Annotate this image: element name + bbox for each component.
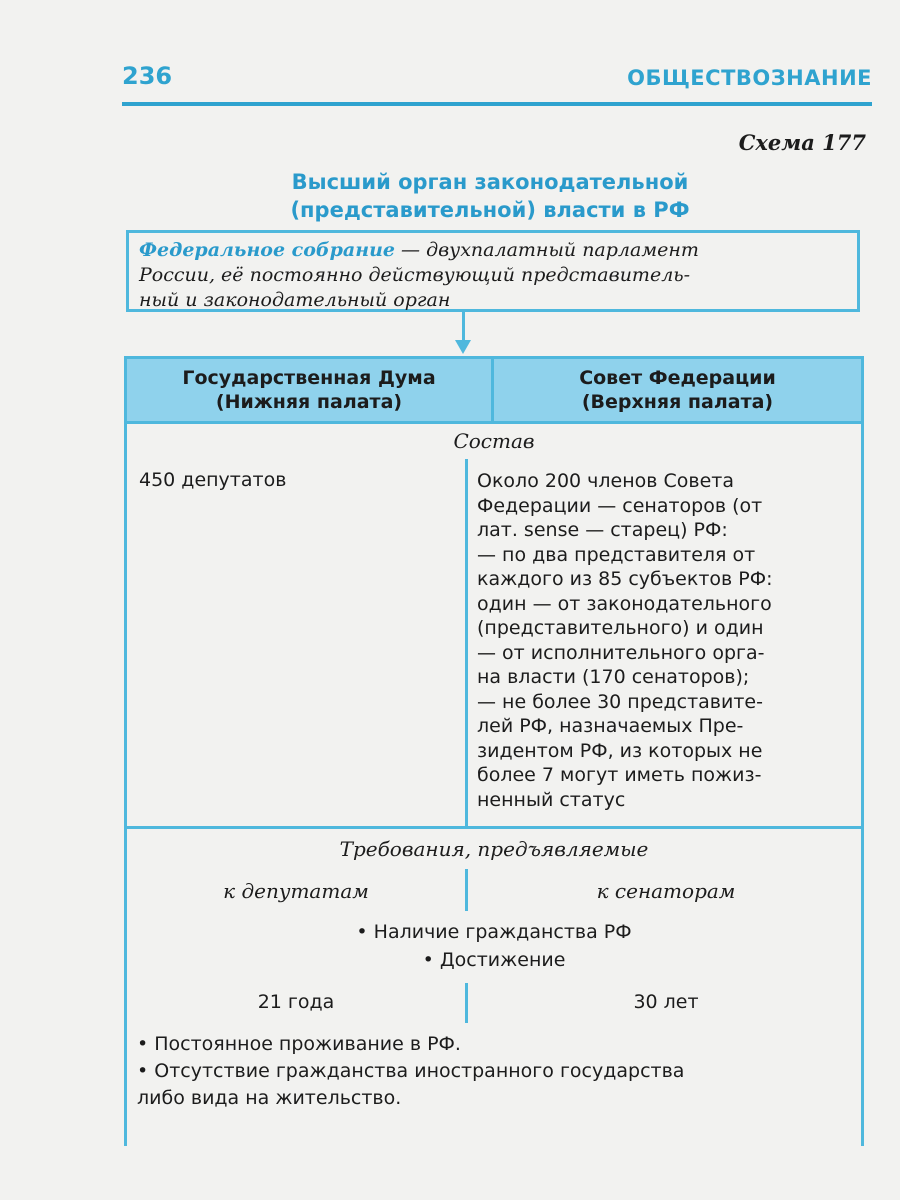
council-line: — по два представителя от	[477, 543, 756, 566]
duma-header	[127, 359, 494, 421]
council-line: (представительного) и один	[477, 617, 764, 639]
council-composition	[477, 469, 851, 812]
page-number: 236	[122, 62, 173, 90]
table-header-row	[127, 359, 861, 424]
common-requirement-age: • Достижение	[422, 949, 566, 971]
council-line: каждого из 85 субъектов РФ:	[477, 568, 773, 590]
definition-term: Федеральное собрание	[139, 239, 395, 261]
council-line: Федерации — сенаторов (от	[477, 494, 763, 517]
council-header-line-2: (Верхняя палата)	[581, 391, 774, 413]
council-line: более 7 могут иметь пожиз-	[477, 764, 762, 786]
definition-line-1	[139, 238, 847, 263]
council-line: — от исполнительного орга-	[477, 641, 765, 664]
definition-box	[126, 230, 860, 312]
header-rule	[122, 102, 872, 106]
requirements-label: Требования, предъявляемые	[339, 837, 649, 861]
definition-line-3: ный и законодательный орган	[139, 289, 451, 311]
requirement-residence: • Постоянное проживание в РФ.	[137, 1033, 461, 1055]
composition-label: Состав	[453, 429, 535, 453]
council-line: на власти (170 сенаторов);	[477, 666, 750, 688]
senators-subheader: к сенаторам	[596, 879, 736, 903]
requirement-no-foreign-citizenship-line-1: • Отсутствие гражданства иностранного государства	[137, 1060, 685, 1082]
scheme-title-line-2: (представительной) власти в РФ	[290, 198, 690, 222]
definition-line-2: России, её постоянно действующий представитель-	[139, 264, 691, 286]
duma-composition: 450 депутатов	[139, 469, 287, 491]
additional-requirements	[137, 1031, 851, 1112]
deputies-age: 21 года	[257, 991, 335, 1013]
chambers-table	[124, 356, 864, 1146]
council-line: лат. sense — старец) РФ:	[477, 519, 728, 541]
council-header-line-1: Совет Федерации	[579, 367, 776, 389]
council-line: ненный статус	[477, 788, 626, 811]
council-header	[494, 359, 861, 421]
council-line: зидентом РФ, из которых не	[477, 739, 763, 762]
duma-header-line-1: Государственная Дума	[182, 367, 436, 389]
senators-age: 30 лет	[633, 991, 699, 1013]
council-line: — не более 30 представите-	[477, 690, 763, 713]
composition-divider	[465, 459, 468, 826]
section-separator	[127, 826, 861, 829]
council-line: лей РФ, назначаемых Пре-	[477, 715, 744, 737]
scheme-title	[150, 168, 830, 224]
requirement-no-foreign-citizenship-line-2: либо вида на жительство.	[137, 1087, 402, 1109]
duma-header-line-2: (Нижняя палата)	[215, 391, 403, 413]
scheme-title-line-1: Высший орган законодательной	[291, 170, 689, 194]
arrow-down-icon	[455, 340, 471, 354]
scheme-label: Схема 177	[738, 130, 866, 155]
deputies-subheader: к депутатам	[223, 879, 369, 903]
common-requirement-citizenship: • Наличие гражданства РФ	[356, 921, 632, 943]
definition-line-1-rest: — двухпалатный парламент	[395, 239, 699, 261]
council-line: один — от законодательного	[477, 592, 772, 615]
council-line: Около 200 членов Совета	[477, 470, 735, 492]
subject-title: ОБЩЕСТВОЗНАНИЕ	[627, 66, 872, 90]
